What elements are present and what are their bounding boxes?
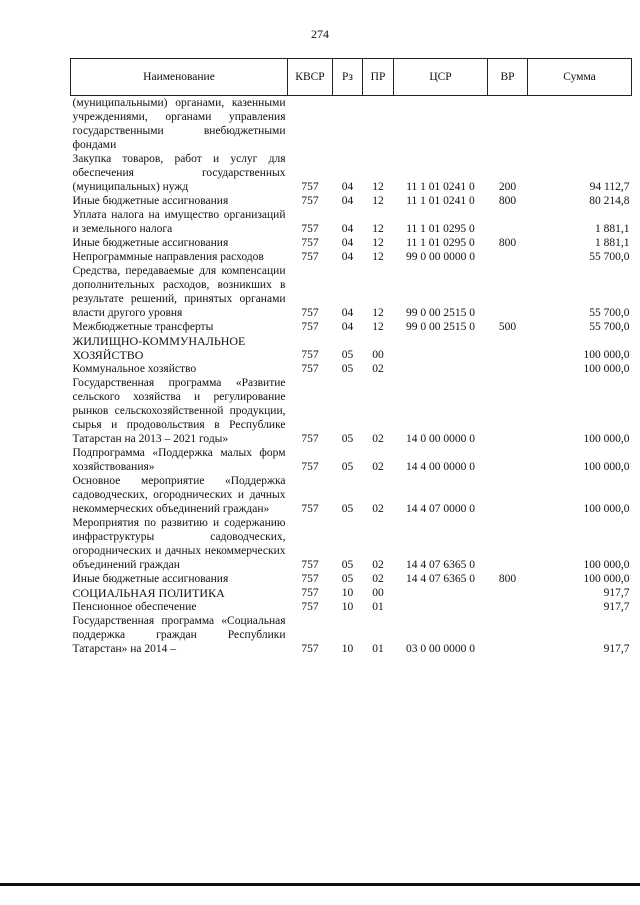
- row-kvsr: 757: [301, 503, 319, 515]
- row-csr: 11 1 01 0241 0: [406, 195, 475, 207]
- row-csr: 11 1 01 0295 0: [406, 237, 475, 249]
- row-pr: [363, 96, 394, 153]
- table-row: [71, 586, 632, 600]
- row-vr: [488, 446, 528, 474]
- table-row: [71, 96, 632, 153]
- row-csr: [394, 362, 488, 376]
- row-pr: 02: [372, 363, 384, 375]
- row-pr: 02: [372, 461, 384, 473]
- row-vr: [488, 362, 528, 376]
- row-rz: 04: [341, 181, 354, 193]
- row-csr: 14 4 00 0000 0: [406, 461, 475, 473]
- row-pr: 12: [372, 181, 384, 193]
- header-vr: ВР: [488, 59, 528, 96]
- table-row: [71, 264, 632, 320]
- row-sum: 100 000,0: [583, 349, 630, 361]
- row-vr: [488, 376, 528, 446]
- row-vr: [488, 96, 528, 153]
- row-kvsr: 757: [301, 349, 319, 361]
- row-pr: 12: [372, 223, 384, 235]
- row-csr: [394, 96, 488, 153]
- row-pr: 12: [372, 195, 384, 207]
- row-name: Подпрограмма «Поддержка малых форм хозяйствования»: [72, 447, 286, 473]
- table-row: [71, 614, 632, 656]
- row-csr: [394, 600, 488, 614]
- row-name: СОЦИАЛЬНАЯ ПОЛИТИКА: [72, 586, 225, 600]
- row-pr: 02: [372, 559, 384, 571]
- row-csr: [394, 334, 488, 362]
- row-csr: 14 4 07 6365 0: [406, 559, 475, 571]
- row-sum: 55 700,0: [589, 251, 630, 263]
- row-sum: 1 881,1: [595, 237, 630, 249]
- row-pr: 12: [372, 237, 384, 249]
- row-kvsr: 757: [301, 461, 319, 473]
- row-kvsr: 757: [301, 559, 319, 571]
- row-rz: 04: [341, 321, 354, 333]
- row-name: Непрограммные направления расходов: [72, 251, 264, 263]
- row-name: Иные бюджетные ассигнования: [72, 195, 229, 207]
- row-rz: 10: [341, 587, 354, 599]
- row-csr: 99 0 00 2515 0: [406, 321, 475, 333]
- table-header: [71, 59, 632, 96]
- row-csr: 99 0 00 0000 0: [406, 251, 475, 263]
- row-csr: [394, 586, 488, 600]
- row-vr: [488, 264, 528, 320]
- row-kvsr: 757: [301, 181, 319, 193]
- row-kvsr: 757: [301, 237, 319, 249]
- row-sum: 100 000,0: [583, 461, 630, 473]
- row-rz: 05: [341, 461, 354, 473]
- header-sum: Сумма: [528, 59, 632, 96]
- row-kvsr: 757: [301, 223, 319, 235]
- row-pr: 02: [372, 433, 384, 445]
- row-name: Государственная программа «Развитие сельского хозяйства и регулирование рынков сельскохозяйственной продукции, сырья и продовольствия в Республике Татарстан на 2013 – 2021 годы»: [72, 377, 286, 445]
- row-name: Государственная программа «Социальная поддержка граждан Республики Татарстан» на 2014 –: [72, 615, 286, 655]
- row-vr: [488, 250, 528, 264]
- row-kvsr: 757: [301, 573, 319, 585]
- row-name: ЖИЛИЩНО-КОММУНАЛЬНОЕ ХОЗЯЙСТВО: [72, 334, 246, 362]
- header-pr: ПР: [363, 59, 394, 96]
- row-pr: 00: [372, 587, 384, 599]
- table-row: [71, 376, 632, 446]
- row-vr: [488, 586, 528, 600]
- row-pr: 00: [372, 349, 384, 361]
- row-rz: 05: [341, 349, 354, 361]
- table-row: [71, 600, 632, 614]
- row-name: Мероприятия по развитию и содержанию инфраструктуры садоводческих, огороднических и дачных некоммерческих объединений граждан: [72, 517, 286, 571]
- budget-table: [70, 58, 632, 656]
- row-sum: 100 000,0: [583, 573, 630, 585]
- row-rz: 05: [341, 503, 354, 515]
- row-vr: [488, 614, 528, 656]
- table-row: [71, 152, 632, 194]
- table-row: [71, 474, 632, 516]
- page-number: 274: [311, 27, 329, 41]
- row-sum: 1 881,1: [595, 223, 630, 235]
- row-kvsr: 757: [301, 601, 319, 613]
- table-row: [71, 334, 632, 362]
- table-row: [71, 250, 632, 264]
- row-name: (муниципальными) органами, казенными учреждениями, органами управления государственными внебюджетными фондами: [72, 97, 286, 151]
- row-csr: 11 1 01 0241 0: [406, 181, 475, 193]
- table-row: [71, 320, 632, 334]
- row-rz: 05: [341, 573, 354, 585]
- row-pr: 02: [372, 503, 384, 515]
- row-rz: 04: [341, 195, 354, 207]
- row-rz: 04: [341, 307, 354, 319]
- row-sum: 80 214,8: [589, 195, 630, 207]
- row-name: Средства, передаваемые для компенсации дополнительных расходов, возникших в результате решений, принятых органами власти другого уровня: [72, 265, 286, 319]
- row-csr: 14 0 00 0000 0: [406, 433, 475, 445]
- row-sum: 917,7: [603, 587, 630, 599]
- row-kvsr: 757: [301, 195, 319, 207]
- row-rz: 04: [341, 223, 354, 235]
- row-name: Коммунальное хозяйство: [72, 363, 197, 375]
- table-row: [71, 194, 632, 208]
- row-rz: 05: [341, 559, 354, 571]
- row-pr: 12: [372, 307, 384, 319]
- row-vr: [488, 516, 528, 572]
- row-csr: 14 4 07 6365 0: [406, 573, 475, 585]
- row-kvsr: 757: [301, 307, 319, 319]
- row-vr: 200: [498, 181, 517, 193]
- row-name: Уплата налога на имущество организаций и земельного налога: [72, 209, 286, 235]
- header-rz: Рз: [333, 59, 363, 96]
- row-name: Пенсионное обеспечение: [72, 601, 197, 613]
- row-sum: [528, 96, 632, 153]
- header-csr: ЦСР: [394, 59, 488, 96]
- row-vr: [488, 208, 528, 236]
- row-kvsr: [288, 96, 333, 153]
- row-vr: [488, 474, 528, 516]
- row-name: Закупка товаров, работ и услуг для обеспечения государственных (муниципальных) нужд: [72, 153, 286, 193]
- row-rz: 10: [341, 601, 354, 613]
- table-row: [71, 362, 632, 376]
- row-sum: 55 700,0: [589, 321, 630, 333]
- row-kvsr: 757: [301, 363, 319, 375]
- row-csr: 14 4 07 0000 0: [406, 503, 475, 515]
- row-csr: 03 0 00 0000 0: [406, 643, 475, 655]
- row-kvsr: 757: [301, 587, 319, 599]
- table-row: [71, 446, 632, 474]
- row-rz: [333, 96, 363, 153]
- row-sum: 917,7: [603, 643, 630, 655]
- row-kvsr: 757: [301, 643, 319, 655]
- table-row: [71, 516, 632, 572]
- row-kvsr: 757: [301, 251, 319, 263]
- bottom-rule: [0, 883, 640, 886]
- row-vr: 500: [498, 321, 517, 333]
- row-kvsr: 757: [301, 433, 319, 445]
- row-pr: 01: [372, 643, 384, 655]
- row-sum: 100 000,0: [583, 363, 630, 375]
- row-rz: 05: [341, 433, 354, 445]
- header-name: Наименование: [71, 59, 288, 96]
- row-csr: 11 1 01 0295 0: [406, 223, 475, 235]
- table-row: [71, 208, 632, 236]
- row-kvsr: 757: [301, 321, 319, 333]
- row-sum: 55 700,0: [589, 307, 630, 319]
- row-sum: 100 000,0: [583, 559, 630, 571]
- row-vr: 800: [498, 195, 517, 207]
- row-rz: 04: [341, 251, 354, 263]
- row-rz: 04: [341, 237, 354, 249]
- row-sum: 100 000,0: [583, 433, 630, 445]
- row-sum: 94 112,7: [589, 181, 630, 193]
- row-pr: 12: [372, 321, 384, 333]
- row-rz: 05: [341, 363, 354, 375]
- row-vr: [488, 334, 528, 362]
- row-name: Иные бюджетные ассигнования: [72, 573, 229, 585]
- row-sum: 917,7: [603, 601, 630, 613]
- row-vr: 800: [498, 237, 517, 249]
- row-pr: 02: [372, 573, 384, 585]
- table-row: [71, 236, 632, 250]
- row-vr: [488, 600, 528, 614]
- row-sum: 100 000,0: [583, 503, 630, 515]
- table-body: [71, 96, 632, 657]
- table-row: [71, 572, 632, 586]
- row-rz: 10: [341, 643, 354, 655]
- row-vr: 800: [498, 573, 517, 585]
- row-pr: 01: [372, 601, 384, 613]
- header-kvsr: КВСР: [288, 59, 333, 96]
- row-pr: 12: [372, 251, 384, 263]
- row-csr: 99 0 00 2515 0: [406, 307, 475, 319]
- row-name: Основное мероприятие «Поддержка садоводческих, огороднических и дачных некоммерческих объединений граждан»: [72, 475, 286, 515]
- row-name: Иные бюджетные ассигнования: [72, 237, 229, 249]
- row-name: Межбюджетные трансферты: [72, 321, 214, 333]
